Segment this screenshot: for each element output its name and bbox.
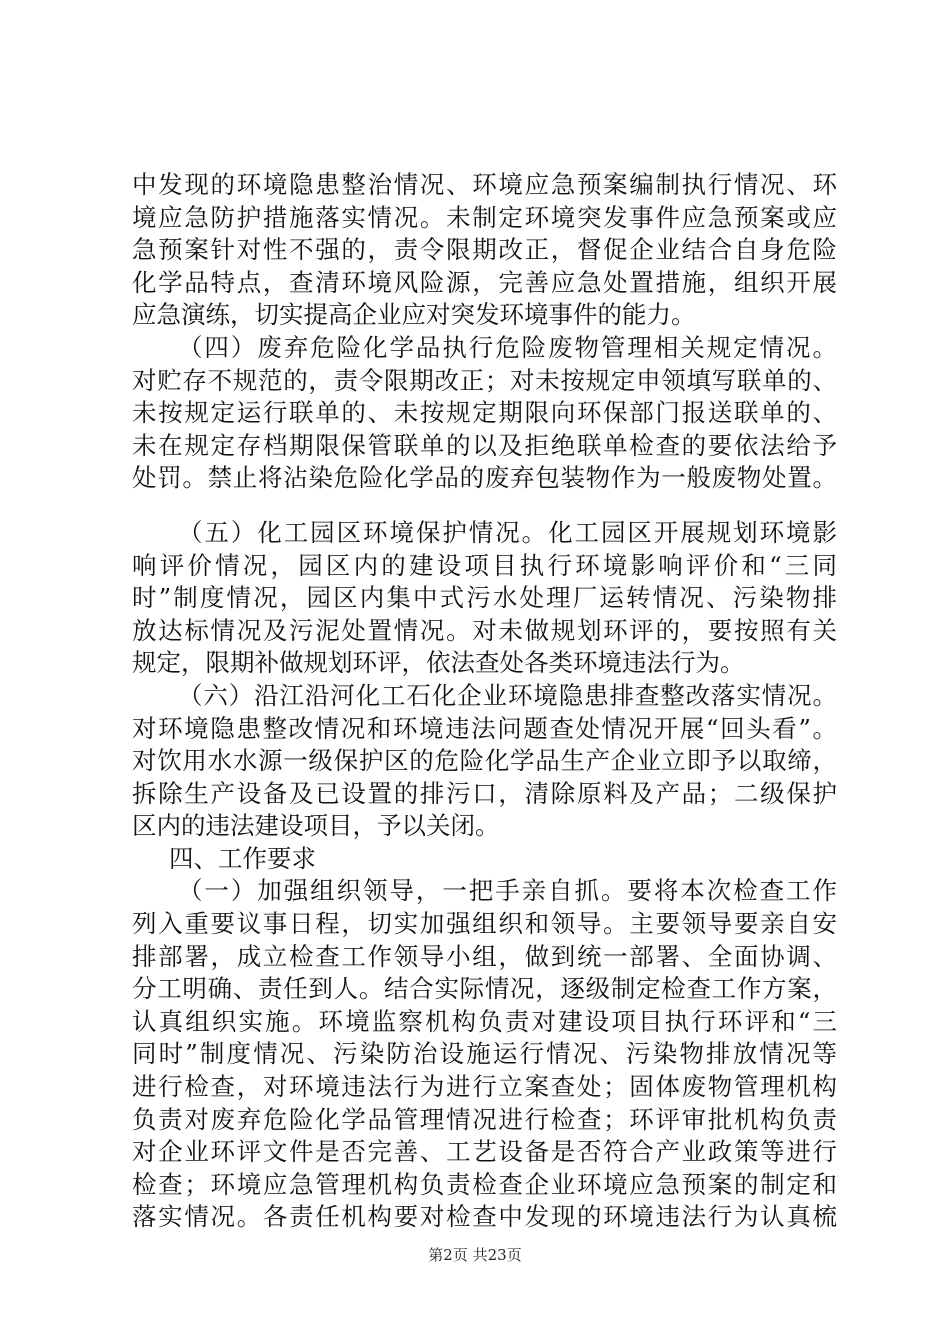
paragraph-gap (132, 495, 837, 517)
paragraph-emergency-plan (132, 169, 837, 332)
text-line: 排部署，成立检查工作领导小组，做到统一部署、全面协调、 (132, 941, 837, 971)
text-line: 境应急防护措施落实情况。未制定环境突发事件应急预案或应 (132, 202, 837, 232)
page-number-footer: 第2页 共23页 (428, 1246, 522, 1264)
text-line: 拆除生产设备及已设置的排污口，清除原料及产品；二级保护 (132, 778, 837, 808)
text-line: 应急演练，切实提高企业应对突发环境事件的能力。 (132, 300, 696, 330)
text-line: 对企业环评文件是否完善、工艺设备是否符合产业政策等进行 (132, 1137, 837, 1167)
text-line: 急预案针对性不强的，责令限期改正，督促企业结合自身危险 (132, 235, 837, 265)
text-line: 中发现的环境隐患整治情况、环境应急预案编制执行情况、环 (132, 170, 837, 199)
text-line: 分工明确、责任到人。结合实际情况，逐级制定检查工作方案， (132, 974, 837, 1004)
text-line: 规定，限期补做规划环评，依法查处各类环境违法行为。 (132, 648, 745, 678)
section-heading: 四、工作要求 (169, 843, 316, 873)
text-line: （六）沿江沿河化工石化企业环境隐患排查整改落实情况。 (178, 680, 837, 710)
text-line: （四）废弃危险化学品执行危险废物管理相关规定情况。 (178, 332, 837, 362)
text-line: （一）加强组织领导，一把手亲自抓。要将本次检查工作 (178, 876, 837, 906)
document-body (132, 169, 837, 1234)
text-line: 未在规定存档期限保管联单的以及拒绝联单检查的要依法给予 (132, 430, 837, 460)
text-line: 对贮存不规范的，责令限期改正；对未按规定申领填写联单的、 (132, 365, 837, 395)
text-line: 负责对废弃危险化学品管理情况进行检查；环评审批机构负责 (132, 1104, 837, 1134)
text-line: （五）化工园区环境保护情况。化工园区开展规划环境影 (178, 517, 837, 547)
paragraph-requirement-1 (132, 875, 837, 1234)
text-line: 未按规定运行联单的、未按规定期限向环保部门报送联单的、 (132, 398, 837, 428)
text-line: 落实情况。各责任机构要对检查中发现的环境违法行为认真梳 (132, 1202, 837, 1232)
text-line: 化学品特点，查清环境风险源，完善应急处置措施，组织开展 (132, 267, 837, 297)
text-line: 放达标情况及污泥处置情况。对未做规划环评的，要按照有关 (132, 615, 837, 645)
text-line: 响评价情况，园区内的建设项目执行环境影响评价和“三同 (132, 550, 837, 580)
text-line: 对饮用水水源一级保护区的危险化学品生产企业立即予以取缔， (132, 746, 837, 776)
text-line: 进行检查，对环境违法行为进行立案查处；固体废物管理机构 (132, 1072, 837, 1102)
paragraph-section-5 (132, 517, 837, 680)
text-line: 对环境隐患整改情况和环境违法问题查处情况开展“回头看”。 (132, 713, 837, 743)
text-line: 处罚。禁止将沾染危险化学品的废弃包装物作为一般废物处置。 (132, 463, 837, 493)
text-line: 区内的违法建设项目，予以关闭。 (132, 811, 500, 841)
paragraph-section-6 (132, 680, 837, 843)
text-line: 列入重要议事日程，切实加强组织和领导。主要领导要亲自安 (132, 909, 837, 939)
text-line: 同时”制度情况、污染防治设施运行情况、污染物排放情况等 (132, 1039, 837, 1069)
text-line: 时”制度情况，园区内集中式污水处理厂运转情况、污染物排 (132, 583, 837, 613)
text-line: 检查；环境应急管理机构负责检查企业环境应急预案的制定和 (132, 1169, 837, 1199)
paragraph-section-4 (132, 332, 837, 495)
text-line: 认真组织实施。环境监察机构负责对建设项目执行环评和“三 (132, 1006, 837, 1036)
